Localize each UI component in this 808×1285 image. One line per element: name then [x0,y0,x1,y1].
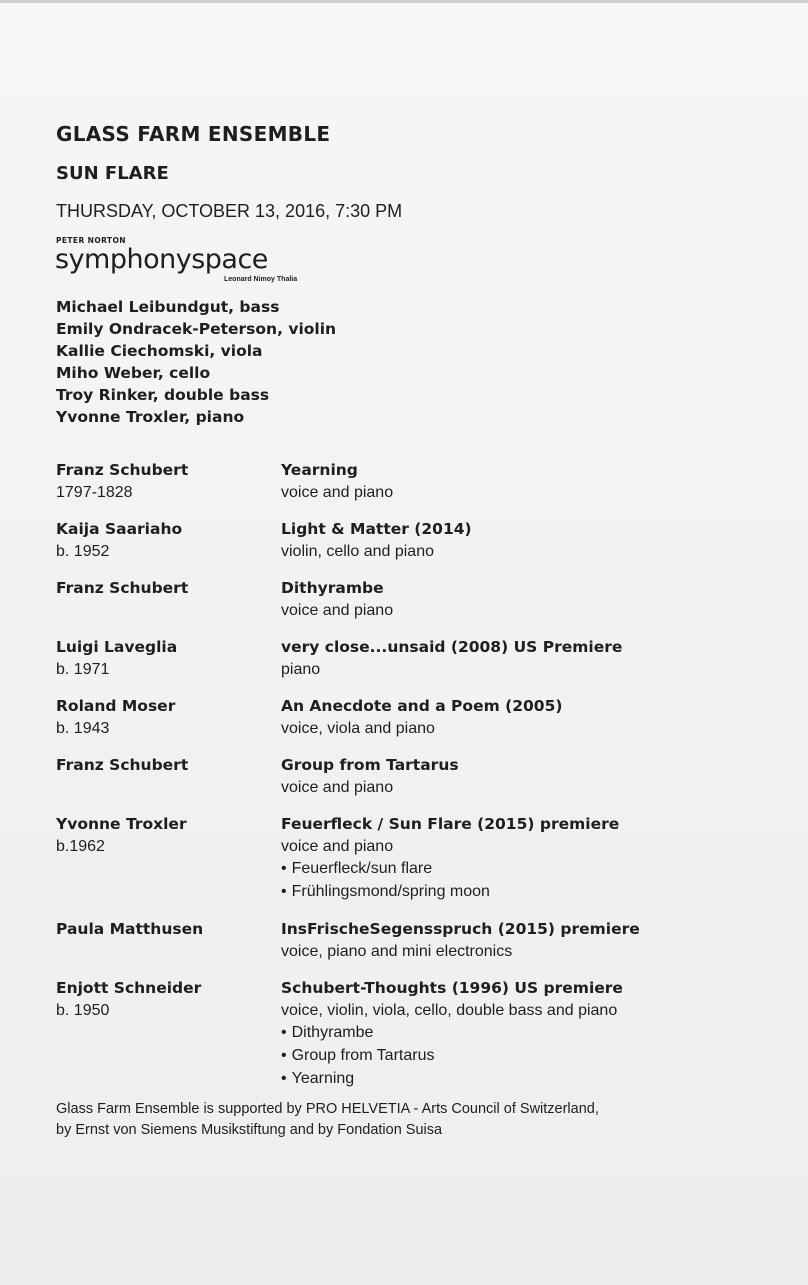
composer-name: Kaija Saariaho [56,520,183,538]
composer-name: Franz Schubert [56,579,189,597]
support-credits [56,1099,756,1141]
program-item [56,694,756,739]
work-title: Group from Tartarus [281,756,459,774]
instrumentation: voice and piano [281,779,394,796]
program-item [56,917,756,962]
performer: Emily Ondracek-Peterson, violin [56,320,337,338]
program-item [56,812,756,903]
venue-logo-brand: symphonyspace [55,244,268,275]
instrumentation: voice, viola and piano [281,720,435,737]
performer: Michael Leibundgut, bass [56,298,280,316]
work-column [281,917,756,962]
work-title: Yearning [281,461,358,479]
composer-name: Luigi Laveglia [56,638,178,656]
composer-dates: b. 1943 [56,720,110,737]
movement-title: Group from Tartarus [291,1047,435,1064]
instrumentation: voice, piano and mini electronics [281,943,513,960]
instrumentation: voice and piano [281,838,394,855]
venue-logo [56,234,756,292]
support-line: Glass Farm Ensemble is supported by PRO HELVETIA - Arts Council of Switzerland, [56,1101,599,1117]
bullet-icon: • [281,860,287,877]
concert-date: THURSDAY, OCTOBER 13, 2016, 7:30 PM [56,201,403,221]
work-column [281,812,756,903]
bullet-icon: • [281,883,287,900]
performer: Kallie Ciechomski, viola [56,342,263,360]
program-item [56,753,756,798]
instrumentation: violin, cello and piano [281,543,434,560]
composer-dates: b. 1952 [56,543,110,560]
movement-title: Dithyrambe [291,1024,374,1041]
composer-column [56,753,281,798]
composer-column [56,635,281,680]
program-item [56,517,756,562]
bullet-icon: • [281,1047,287,1064]
composer-name: Yvonne Troxler [56,815,187,833]
venue-logo-peter: PETER NORTON [56,236,126,245]
work-title: InsFrischeSegensspruch (2015) premiere [281,920,640,938]
program-item [56,576,756,621]
program-list [56,458,756,1090]
composer-column [56,517,281,562]
composer-column [56,976,281,1090]
work-title: very close...unsaid (2008) US Premiere [281,638,623,656]
work-column [281,976,756,1090]
work-column [281,694,756,739]
composer-column [56,576,281,621]
ensemble-name: GLASS FARM ENSEMBLE [56,122,331,146]
work-column [281,635,756,680]
composer-name: Franz Schubert [56,756,189,774]
work-title: An Anecdote and a Poem (2005) [281,697,563,715]
instrumentation: piano [281,661,321,678]
composer-column [56,694,281,739]
performer: Yvonne Troxler, piano [56,408,245,426]
program-item [56,458,756,503]
performer: Troy Rinker, double bass [56,386,270,404]
program-content [56,118,756,1104]
program-title: SUN FLARE [56,163,169,184]
work-column [281,517,756,562]
work-title: Dithyrambe [281,579,384,597]
instrumentation: voice and piano [281,484,394,501]
movement-item [281,1021,756,1044]
composer-dates: b. 1971 [56,661,110,678]
movement-title: Feuerfleck/sun flare [291,860,433,877]
work-title: Schubert-Thoughts (1996) US premiere [281,979,623,997]
performer: Miho Weber, cello [56,364,211,382]
composer-column [56,458,281,503]
movement-item [281,880,756,903]
movement-item [281,1067,756,1090]
movement-title: Yearning [291,1070,355,1087]
program-item [56,976,756,1090]
movement-item [281,857,756,880]
bullet-icon: • [281,1070,287,1087]
instrumentation: voice, violin, viola, cello, double bass and piano [281,1002,618,1019]
venue-logo-sub: Leonard Nimoy Thalia [224,276,298,283]
work-title: Feuerfleck / Sun Flare (2015) premiere [281,815,620,833]
movement-item [281,1044,756,1067]
work-title: Light & Matter (2014) [281,520,472,538]
work-column [281,458,756,503]
instrumentation: voice and piano [281,602,394,619]
program-item [56,635,756,680]
page-top-edge [0,0,808,3]
bullet-icon: • [281,1024,287,1041]
work-column [281,576,756,621]
composer-name: Roland Moser [56,697,176,715]
composer-name: Enjott Schneider [56,979,202,997]
composer-dates: b.1962 [56,838,105,855]
performer-list [56,296,756,428]
composer-name: Paula Matthusen [56,920,204,938]
movement-title: Frühlingsmond/spring moon [291,883,490,900]
composer-column [56,812,281,903]
composer-column [56,917,281,962]
work-column [281,753,756,798]
composer-dates: b. 1950 [56,1002,110,1019]
support-line: by Ernst von Siemens Musikstiftung and by Fondation Suisa [56,1122,443,1138]
composer-dates: 1797-1828 [56,484,133,501]
composer-name: Franz Schubert [56,461,189,479]
